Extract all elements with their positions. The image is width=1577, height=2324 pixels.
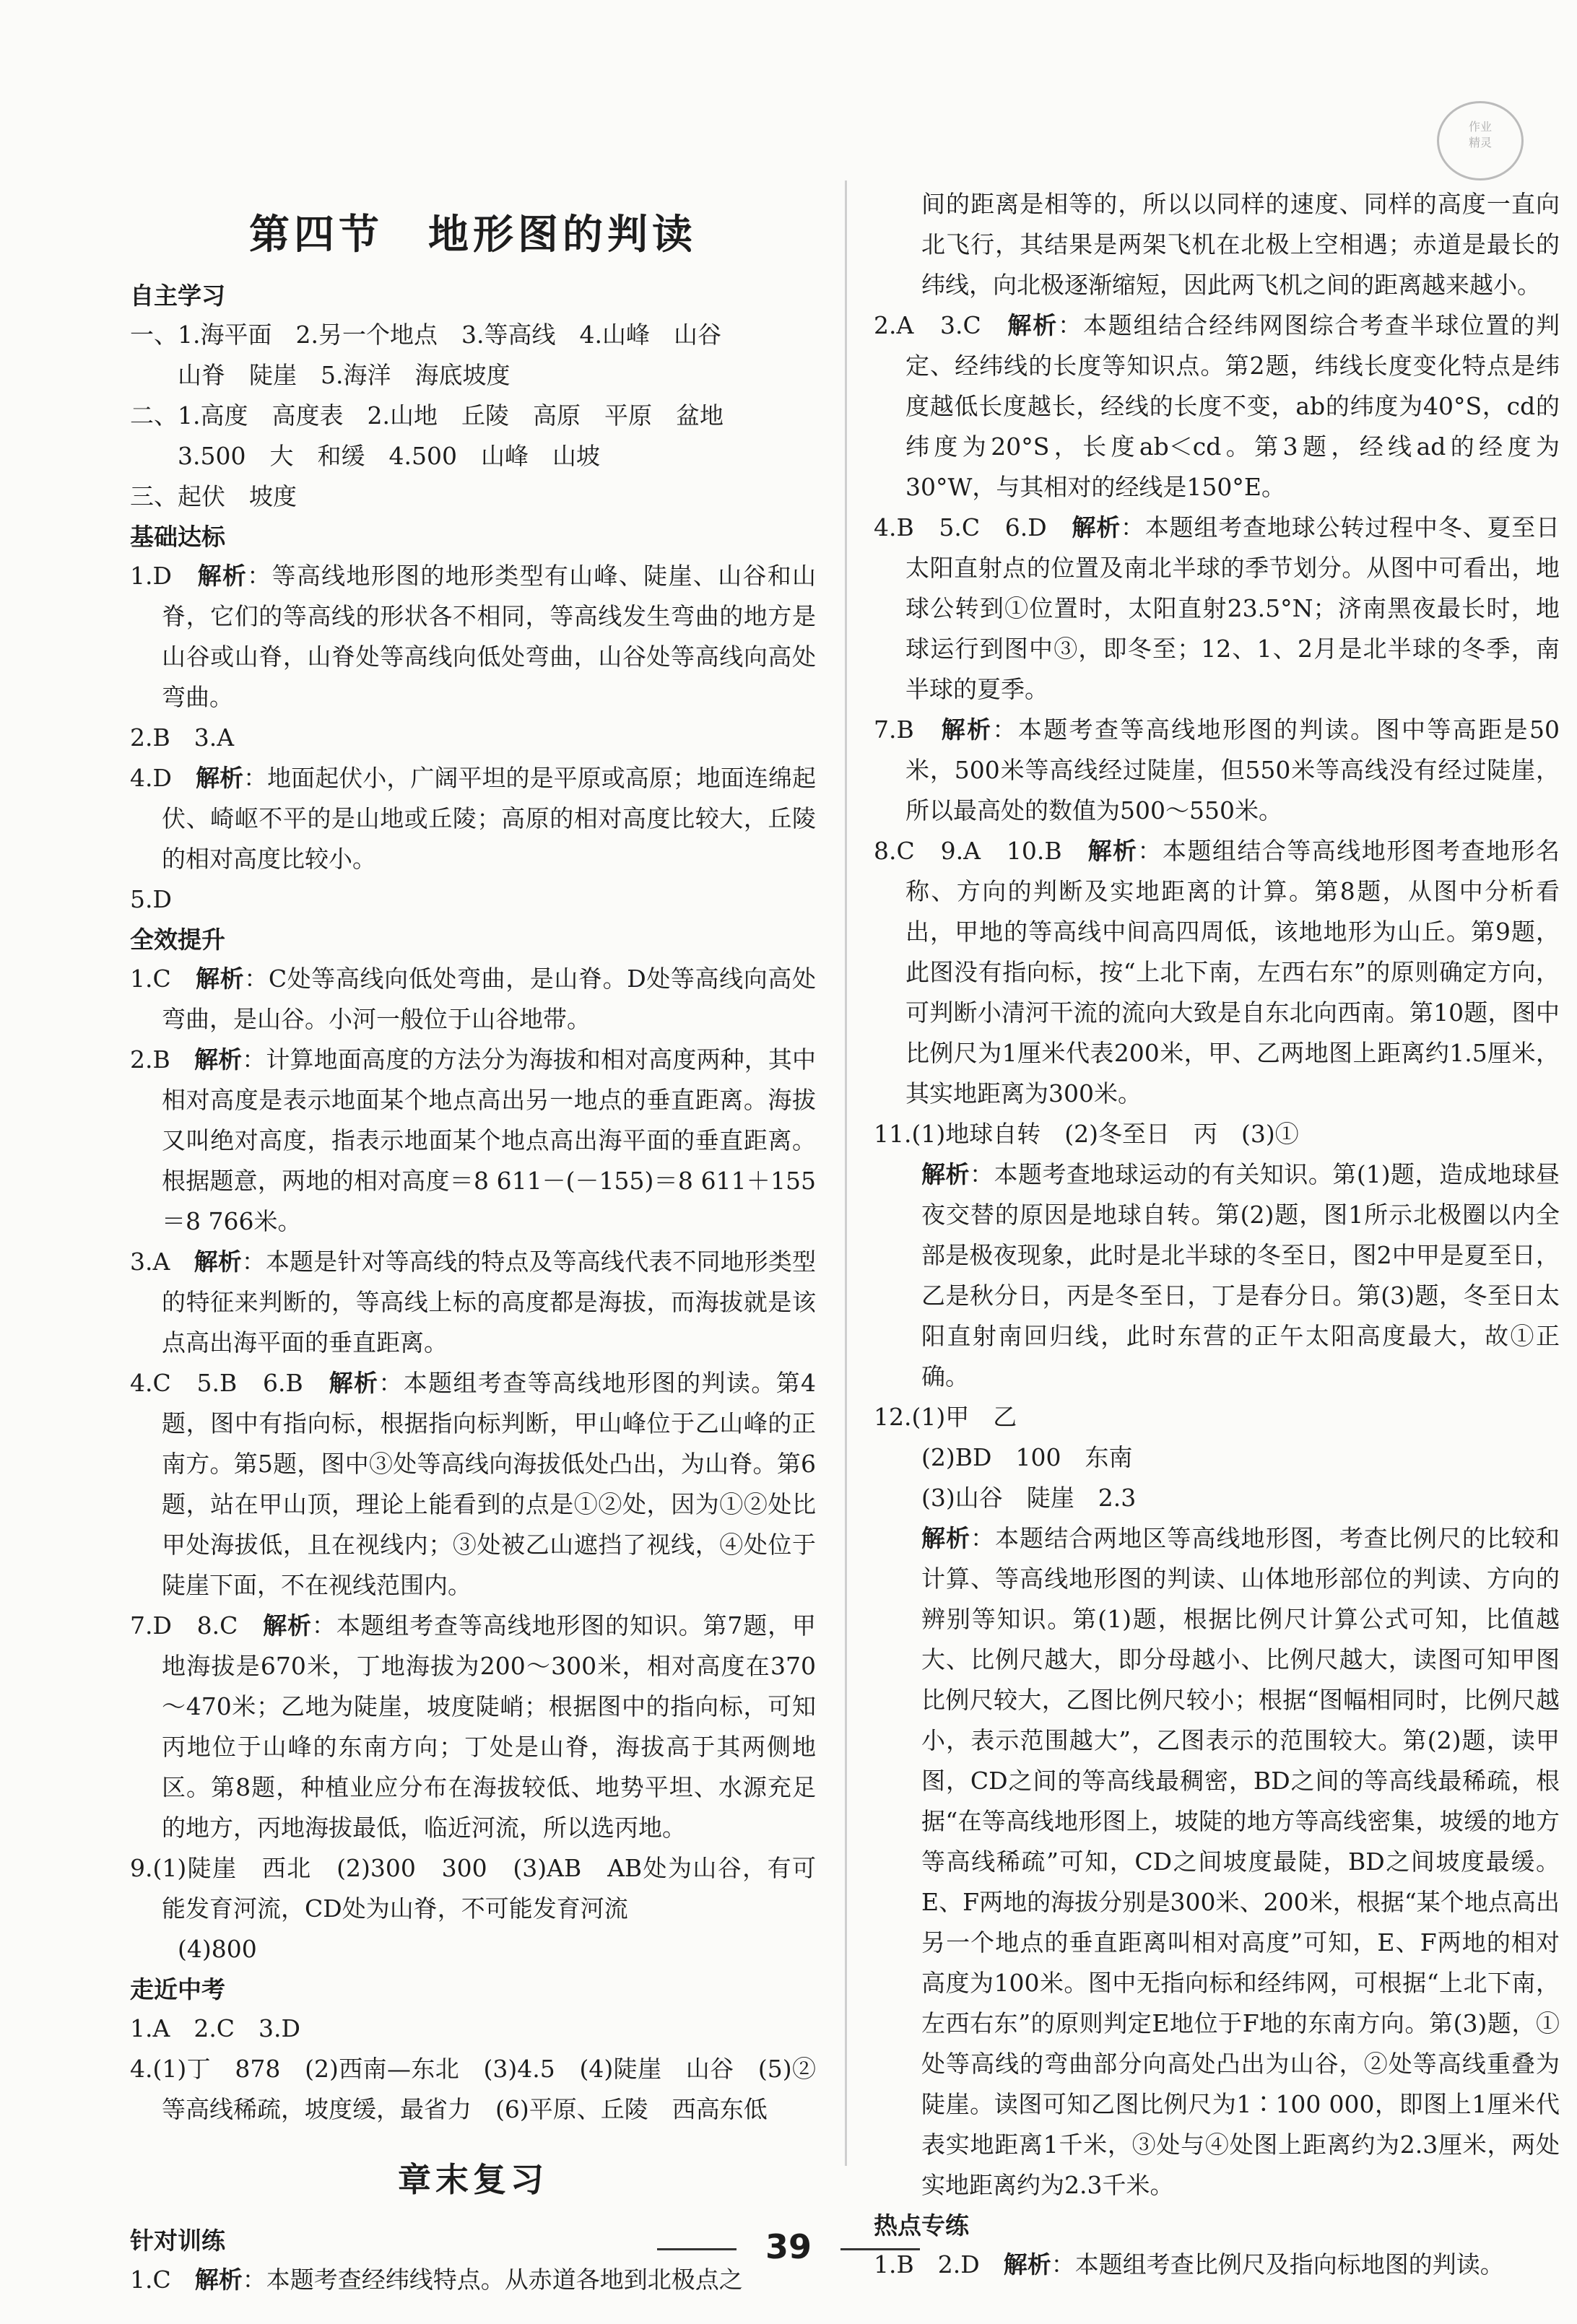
r-continued: 间的距离是相等的，所以以同样的速度、同样的高度一直向北飞行，其结果是两架飞机在北极上空相遇；赤道是最长的纬线，向北极逐渐缩短，因此两飞机之间的距离越来越小。 bbox=[921, 190, 1560, 299]
q12-3: (3)山谷 陡崖 2.3 bbox=[921, 1484, 1137, 1512]
qx-item-7: (4)800 bbox=[178, 1935, 257, 1963]
r-item-4: 4.B 5.C 6.D 解析：本题组考查地球公转过程中冬、夏至日太阳直射点的位置及南北半球的季节划分。从图中可看出，地球公转到①位置时，太阳直射23.5°N；济南黑夜最长时，地球运行到图中③，即冬至；12、1、2月是北半球的冬季，南半球的夏季。 bbox=[874, 513, 1560, 703]
jc-item-1: 1.D 解析：等高线地形图的地形类型有山峰、陡崖、山谷和山脊，它们的等高线的形状各不相同，等高线发生弯曲的地方是山谷或山脊，山脊处等高线向低处弯曲，山谷处等高线向高处弯曲。 bbox=[130, 562, 817, 711]
qx-item-3: 3.A 解析：本题是针对等高线的特点及等高线代表不同地形类型的特征来判断的，等高线上标的高度都是海拔，而海拔就是该点高出海平面的垂直距离。 bbox=[130, 1248, 817, 1357]
zz-line-3: 二、1.高度 高度表 2.山地 丘陵 高原 平原 盆地 bbox=[130, 401, 724, 430]
chapter-review-title: 章末复习 bbox=[398, 2160, 548, 2199]
q12-analysis: 解析：本题结合两地区等高线地形图，考查比例尺的比较和计算、等高线地形图的判读、山体地形部位的判读、方向的辨别等知识。第(1)题，根据比例尺计算公式可知，比值越大、比例尺越大，即分母越小、比例尺越大，读图可知甲图比例尺较大，乙图比例尺较小；根据“图幅相同时，比例尺越小，表示范围越大”，乙图表示的范围较大。第(2)题，读甲图，CD之间的等高线最稠密，BD之间的等高线最稀疏，根据“在等高线地形图上，坡陡的地方等高线密集，坡缓的地方等高线稀疏”可知，CD之间坡度最陡，BD之间坡度最缓。E、F两地的海拔分别是300米、200米，根据“某个地点高出另一个地点的垂直距离叫相对高度”可知，E、F两地的相对高度为100米。图中无指向标和经纬网，可根据“上北下南，左西右东”的原则判定E地位于F地的东南方向。第(3)题，①处等高线的弯曲部分向高处凸出为山谷，②处等高线重叠为陡崖。读图可知乙图比例尺为1∶100 000，即图上1厘米代表实地距离1千米，③处与④处图上距离约为2.3厘米，两处实地距离约为2.3千米。 bbox=[921, 1524, 1560, 2199]
zz-line-5: 三、起伏 坡度 bbox=[130, 482, 297, 510]
footer-line-right bbox=[840, 2248, 920, 2250]
zz-line-4: 3.500 大 和缓 4.500 山峰 山坡 bbox=[178, 442, 600, 470]
heading-quanxiao: 全效提升 bbox=[130, 926, 225, 954]
column-divider bbox=[845, 180, 847, 2166]
left-column bbox=[130, 193, 840, 2300]
qx-item-6: 9.(1)陡崖 西北 (2)300 300 (3)AB AB处为山谷，有可能发育河流，CD处为山脊，不可能发育河流 bbox=[130, 1854, 816, 1923]
qx-item-1: 1.C 解析：C处等高线向低处弯曲，是山脊。D处等高线向高处弯曲，是山谷。小河一般位于山谷地带。 bbox=[130, 965, 817, 1033]
heading-jichu: 基础达标 bbox=[130, 523, 225, 551]
r-item-8: 8.C 9.A 10.B 解析：本题组结合等高线地形图考查地形名称、方向的判断及实地距离的计算。第8题，从图中分析看出，甲地的等高线中间高四周低，该地地形为山丘。第9题，此图没有指向标，按“上北下南，左西右东”的原则确定方向，可判断小清河干流的流向大致是自东北向西南。第10题，图中比例尺为1厘米代表200米，甲、乙两地图上距离约1.5厘米，其实地距离为300米。 bbox=[874, 837, 1560, 1107]
page-footer bbox=[0, 2227, 1577, 2266]
zd-item-1: 1.C 解析：本题考查经纬线特点。从赤道各地到北极点之 bbox=[130, 2266, 743, 2294]
q12-2: (2)BD 100 东南 bbox=[921, 1443, 1133, 1471]
heading-zizhu: 自主学习 bbox=[130, 282, 225, 310]
jc-item-3: 4.D 解析：地面起伏小，广阔平坦的是平原或高原；地面连绵起伏、崎岖不平的是山地或丘陵；高原的相对高度比较大，丘陵的相对高度比较小。 bbox=[130, 764, 817, 873]
qx-item-2: 2.B 解析：计算地面高度的方法分为海拔和相对高度两种，其中相对高度是表示地面某个地点高出另一地点的垂直距离。海拔又叫绝对高度，指表示地面某个地点高出海平面的垂直距离。根据题意，两地的相对高度＝8 611－(－155)＝8 611＋155＝8 766米。 bbox=[130, 1045, 817, 1235]
q12-1: 12.(1)甲 乙 bbox=[874, 1403, 1017, 1431]
right-column bbox=[874, 184, 1560, 2285]
zj-item-1: 1.A 2.C 3.D bbox=[130, 2014, 300, 2042]
rd-item-1: 1.B 2.D 解析：本题组考查比例尺及指向标地图的判读。 bbox=[874, 2250, 1504, 2279]
qx-item-4: 4.C 5.B 6.B 解析：本题组考查等高线地形图的判读。第4题，图中有指向标，根据指向标判断，甲山峰位于乙山峰的正南方。第5题，图中③处等高线向海拔低处凸出，为山脊。第6题，站在甲山顶，理论上能看到的点是①②处，因为①②处比甲处海拔低，且在视线内；③处被乙山遮挡了视线，④处位于陡崖下面，不在视线范围内。 bbox=[130, 1369, 817, 1599]
zz-line-1: 一、1.海平面 2.另一个地点 3.等高线 4.山峰 山谷 bbox=[130, 321, 721, 349]
qx-item-5: 7.D 8.C 解析：本题组考查等高线地形图的知识。第7题，甲地海拔是670米，丁地海拔为200～300米，相对高度在370～470米；乙地为陡崖，坡度陡峭；根据图中的指向标，可知丙地位于山峰的东南方向；丁处是山脊，海拔高于其两侧地区。第8题，种植业应分布在海拔较低、地势平坦、水源充足的地方，丙地海拔最低，临近河流，所以选丙地。 bbox=[130, 1611, 817, 1842]
stamp-watermark: 作业 精灵 bbox=[1437, 101, 1524, 180]
zz-line-2: 山脊 陡崖 5.海洋 海底坡度 bbox=[178, 361, 511, 389]
heading-zoujin: 走近中考 bbox=[130, 1975, 225, 2003]
page-number: 39 bbox=[765, 2227, 812, 2266]
heading-zhendui: 针对训练 bbox=[130, 2227, 225, 2255]
jc-item-4: 5.D bbox=[130, 885, 172, 913]
r-item-7: 7.B 解析：本题考查等高线地形图的判读。图中等高距是50米，500米等高线经过陡崖，但550米等高线没有经过陡崖，所以最高处的数值为500～550米。 bbox=[874, 715, 1560, 824]
q11: 11.(1)地球自转 (2)冬至日 丙 (3)① bbox=[874, 1120, 1299, 1148]
r-item-2: 2.A 3.C 解析：本题组结合经纬网图综合考查半球位置的判定、经纬线的长度等知识点。第2题，纬线长度变化特点是纬度越低长度越长，经线的长度不变，ab的纬度为40°S，cd的纬度为20°S，长度ab＜cd。第3题，经线ad的经度为30°W，与其相对的经线是150°E。 bbox=[874, 311, 1560, 501]
jc-item-2: 2.B 3.A bbox=[130, 723, 235, 752]
heading-redian: 热点专练 bbox=[874, 2211, 969, 2240]
q11-analysis: 解析：本题考查地球运动的有关知识。第(1)题，造成地球昼夜交替的原因是地球自转。第(2)题，图1所示北极圈以内全部是极夜现象，此时是北半球的冬至日，图2中甲是夏至日，乙是秋分日，丙是冬至日，丁是春分日。第(3)题，冬至日太阳直射南回归线，此时东营的正午太阳高度最大，故①正确。 bbox=[921, 1160, 1560, 1391]
zj-item-2: 4.(1)丁 878 (2)西南—东北 (3)4.5 (4)陡崖 山谷 (5)② 等高线稀疏，坡度缓，最省力 (6)平原、丘陵 西高东低 bbox=[130, 2055, 840, 2123]
section-title: 第四节 地形图的判读 bbox=[249, 211, 697, 258]
footer-line-left bbox=[657, 2248, 737, 2250]
